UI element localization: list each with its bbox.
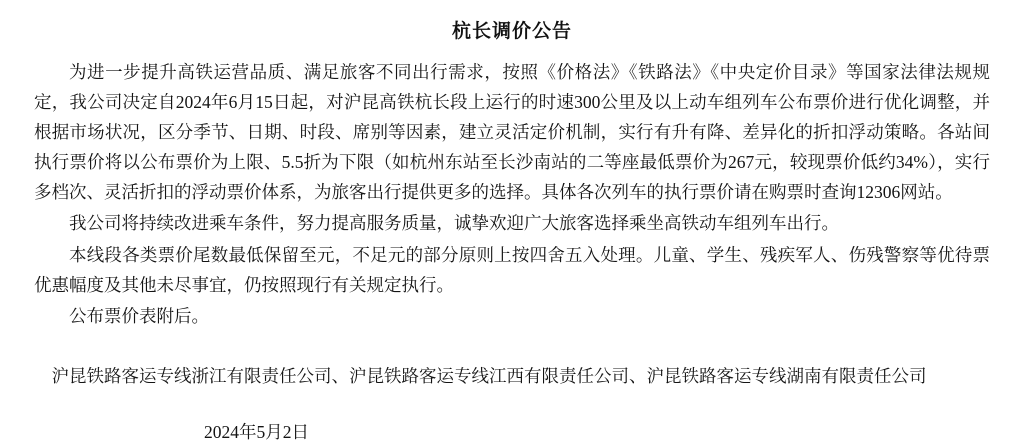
paragraph-3: 本线段各类票价尾数最低保留至元，不足元的部分原则上按四舍五入处理。儿童、学生、残疾军人、伤残警察等优待票优惠幅度及其他未尽事宜，仍按照现行有关规定执行。 (34, 244, 990, 295)
issuer-signature: 沪昆铁路客运专线浙江有限责任公司、沪昆铁路客运专线江西有限责任公司、沪昆铁路客运专线湖南有限责任公司 (51, 365, 927, 386)
paragraph-2: 我公司将持续改进乘车条件，努力提高服务质量，诚挚欢迎广大旅客选择乘坐高铁动车组列车出行。 (69, 213, 839, 234)
page-title: 杭长调价公告 (451, 21, 572, 42)
paragraph-1: 为进一步提升高铁运营品质、满足旅客不同出行需求，按照《价格法》《铁路法》《中央定价目录》等国家法律法规规定，我公司决定自2024年6月15日起，对沪昆高铁杭长段上运行的时速300公里及以上动车组列车公布票价进行优化调整，并根据市场状况，区分季节、日期、时段、席别等因素，建立灵活定价机制，实行有升有降、差异化的折扣浮动策略。各站间执行票价将以公布票价为上限、5.5折为下限（如杭州东站至长沙南站的二等座最低票价为267元，较现票价低约34%），实行多档次、灵活折扣的浮动票价体系，为旅客出行提供更多的选择。具体各次列车的执行票价请在购票时查询12306网站。 (34, 62, 990, 203)
paragraph-4: 公布票价表附后。 (69, 305, 209, 326)
issue-date: 2024年5月2日 (204, 421, 309, 442)
